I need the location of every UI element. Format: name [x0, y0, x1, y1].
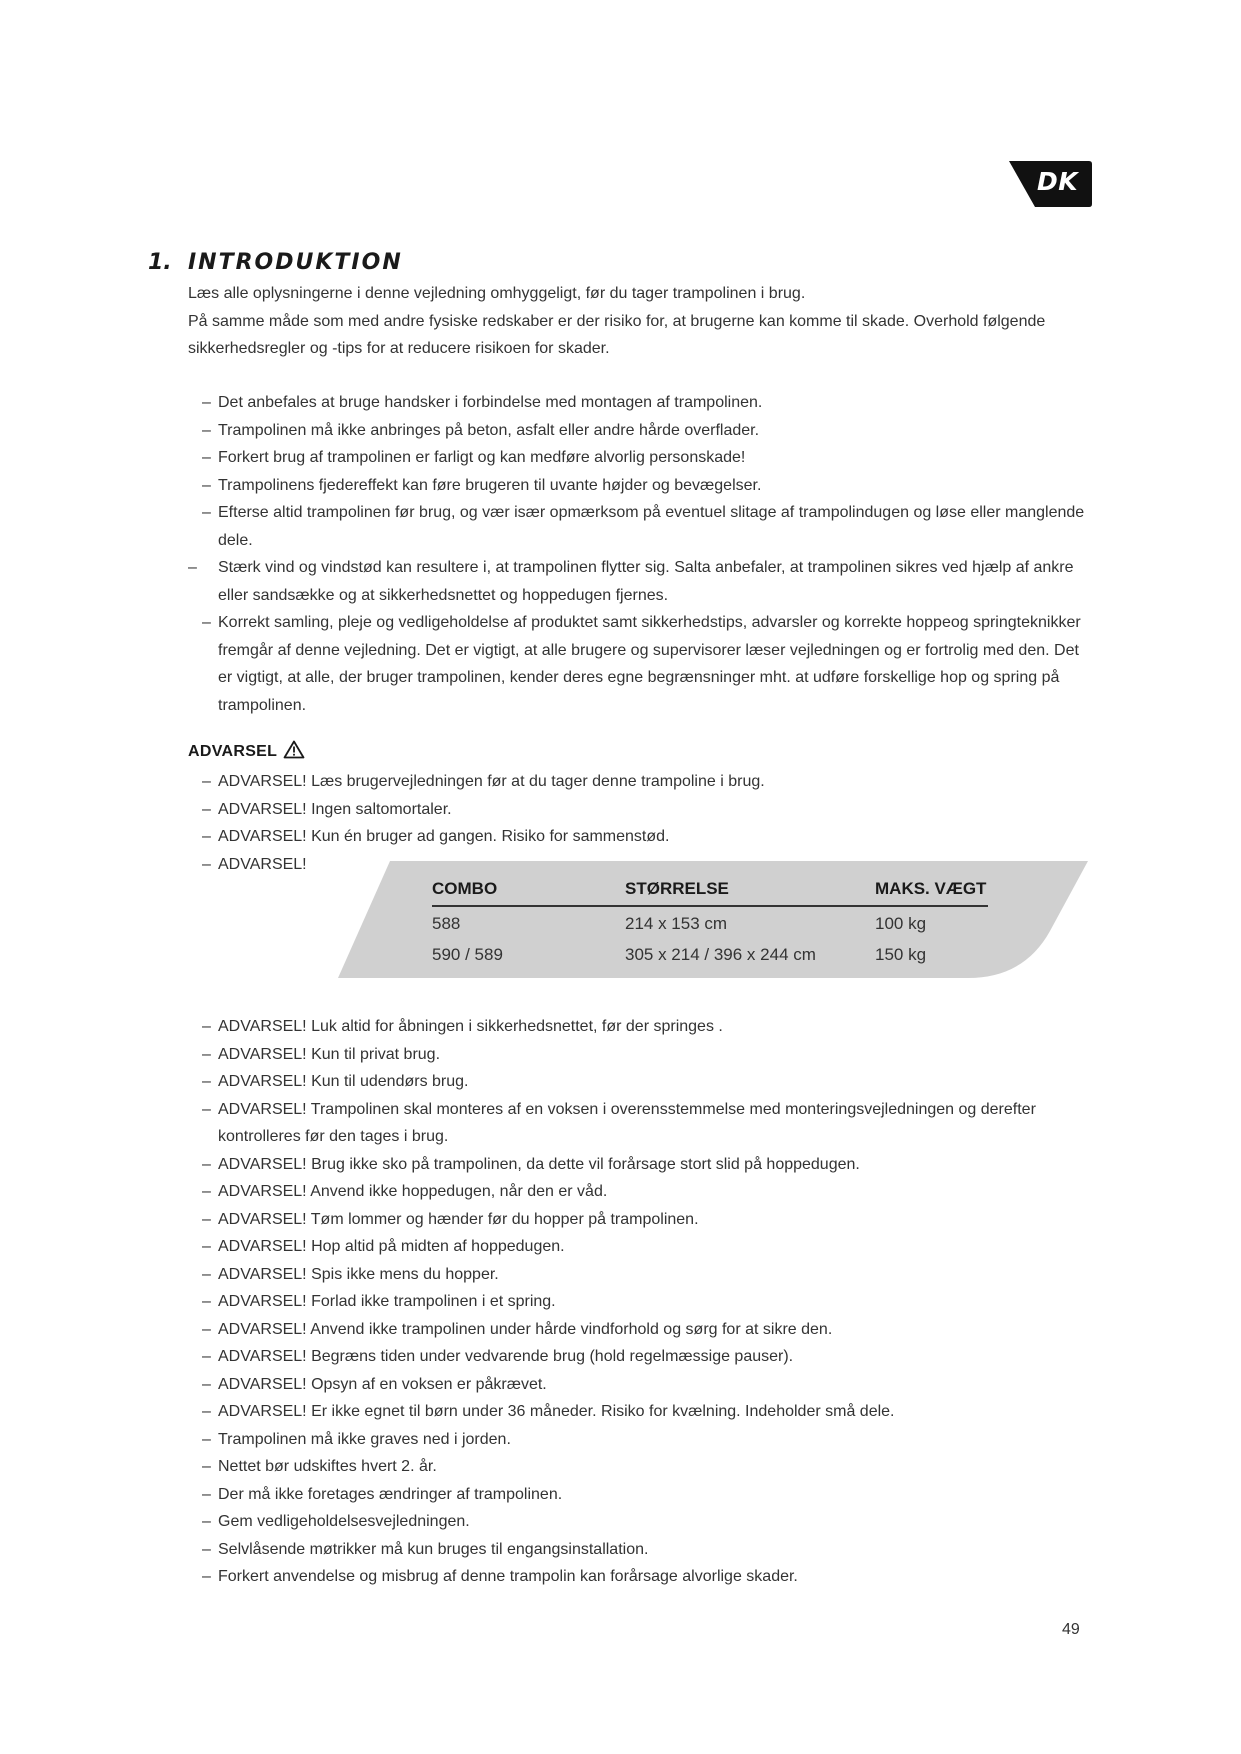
list-item: – ADVARSEL! Trampolinen skal monteres af en voksen i overensstemmelse med monteringsvejledningen og derefter kontrolleres før den tages i brug. — [202, 1100, 1036, 1145]
section-title — [148, 250, 403, 275]
page-number: 49 — [1062, 1621, 1080, 1638]
language-code: DK — [1036, 167, 1079, 196]
table-header-row — [432, 877, 988, 906]
list-item: – ADVARSEL! Kun til privat brug. — [202, 1045, 441, 1063]
list-item: – ADVARSEL! Kun til udendørs brug. — [202, 1073, 469, 1090]
list-item: – ADVARSEL! Tøm lommer og hænder før du hopper på trampolinen. — [202, 1210, 699, 1228]
column-header: MAKS. VÆGT — [875, 877, 988, 906]
list-item: – ADVARSEL! Anvend ikke trampolinen under hårde vindforhold og sørg for at sikre den. — [202, 1320, 833, 1338]
list-item: – ADVARSEL! Er ikke egnet til børn under 36 måneder. Risiko for kvælning. Indeholder små dele. — [202, 1403, 895, 1420]
list-item: – ADVARSEL! Luk altid for åbningen i sikkerhedsnettet, før der springes . — [202, 1018, 723, 1035]
table-row — [432, 906, 988, 938]
list-item: – ADVARSEL! — [202, 855, 307, 873]
intro-text — [188, 280, 1118, 363]
list-item: – Selvlåsende møtrikker må kun bruges til engangsinstallation. — [202, 1540, 649, 1558]
list-item: – ADVARSEL! Ingen saltomortaler. — [202, 800, 452, 818]
list-item: – Efterse altid trampolinen før brug, og vær især opmærksom på eventuel slitage af trampolindugen og løse eller manglende dele. — [202, 504, 1085, 549]
list-item: – ADVARSEL! Brug ikke sko på trampolinen, da dette vil forårsage stort slid på hoppedugen. — [202, 1155, 860, 1173]
table-cell: 100 kg — [875, 914, 927, 933]
list-item: – ADVARSEL! Forlad ikke trampolinen i et spring. — [202, 1293, 556, 1310]
table-cell: 305 x 214 / 396 x 244 cm — [625, 945, 816, 964]
table-row — [432, 938, 988, 969]
list-item: – ADVARSEL! Hop altid på midten af hoppedugen. — [202, 1238, 565, 1255]
warning-triangle-icon — [283, 740, 305, 759]
list-item: – ADVARSEL! Begræns tiden under vedvarende brug (hold regelmæssige pauser). — [202, 1348, 794, 1365]
warning-heading: ADVARSEL — [188, 740, 305, 761]
intro-paragraph: Læs alle oplysningerne i denne vejledning omhyggeligt, før du tager trampolinen i brug. — [188, 285, 806, 302]
list-item: – Forkert anvendelse og misbrug af denne trampolin kan forårsage alvorlige skader. — [202, 1568, 798, 1585]
language-badge — [1009, 161, 1092, 207]
list-item: – Trampolinens fjedereffekt kan føre brugeren til uvante højder og bevægelser. — [202, 476, 762, 494]
list-item: – Trampolinen må ikke graves ned i jorden. — [202, 1430, 511, 1448]
list-item: – ADVARSEL! Anvend ikke hoppedugen, når den er våd. — [202, 1183, 608, 1200]
list-item: – ADVARSEL! Spis ikke mens du hopper. — [202, 1265, 499, 1283]
list-item: – Gem vedligeholdelsesvejledningen. — [202, 1513, 470, 1530]
table-cell: 590 / 589 — [432, 945, 503, 964]
list-item: – Nettet bør udskiftes hvert 2. år. — [202, 1458, 437, 1475]
spec-table — [432, 877, 988, 969]
safety-tips-list — [188, 389, 1088, 719]
list-item: – Trampolinen må ikke anbringes på beton, asfalt eller andre hårde overflader. — [202, 421, 760, 439]
table-cell: 214 x 153 cm — [625, 914, 728, 933]
list-item: – Der må ikke foretages ændringer af trampolinen. — [202, 1485, 563, 1503]
table-cell: 150 kg — [875, 945, 927, 964]
list-item: – ADVARSEL! Kun én bruger ad gangen. Risiko for sammenstød. — [202, 828, 670, 845]
table-cell: 588 — [432, 914, 461, 933]
list-item: – Forkert brug af trampolinen er farligt og kan medføre alvorlig personskade! — [202, 449, 746, 466]
section-title-text: INTRODUKTION — [188, 250, 403, 275]
section-number: 1. — [148, 250, 172, 275]
warning-list-continued — [188, 1013, 1088, 1591]
column-header: STØRRELSE — [625, 877, 875, 906]
list-item: – Det anbefales at bruge handsker i forbindelse med montagen af trampolinen. — [202, 394, 763, 411]
column-header: COMBO — [432, 877, 625, 906]
intro-paragraph: På samme måde som med andre fysiske redskaber er der risiko for, at brugerne kan komme til skade. Overhold følgende sikkerhedsregler og -tips for at reducere risikoen for skader. — [188, 312, 1046, 357]
list-item: – Stærk vind og vindstød kan resultere i, at trampolinen flytter sig. Salta anbefaler, at trampolinen sikres ved hjælp af ankre eller sandsække og at sikkerhedsnettet og hoppedugen fjernes. — [188, 559, 1074, 604]
list-item: – ADVARSEL! Opsyn af en voksen er påkrævet. — [202, 1375, 547, 1393]
list-item: – ADVARSEL! Læs brugervejledningen før at du tager denne trampoline i brug. — [202, 773, 765, 790]
list-item: – Korrekt samling, pleje og vedligeholdelse af produktet samt sikkerhedstips, advarsler og korrekte hoppeog springteknikker fremgår af denne vejledning. Det er vigtigt, at alle brugere og supervisorer læser vejledningen og er fortrolig med den. Det er vigtigt, at alle, der bruger trampolinen, kender deres egne begrænsninger mht. at udføre forskellige hop og spring på trampolinen. — [202, 614, 1081, 714]
